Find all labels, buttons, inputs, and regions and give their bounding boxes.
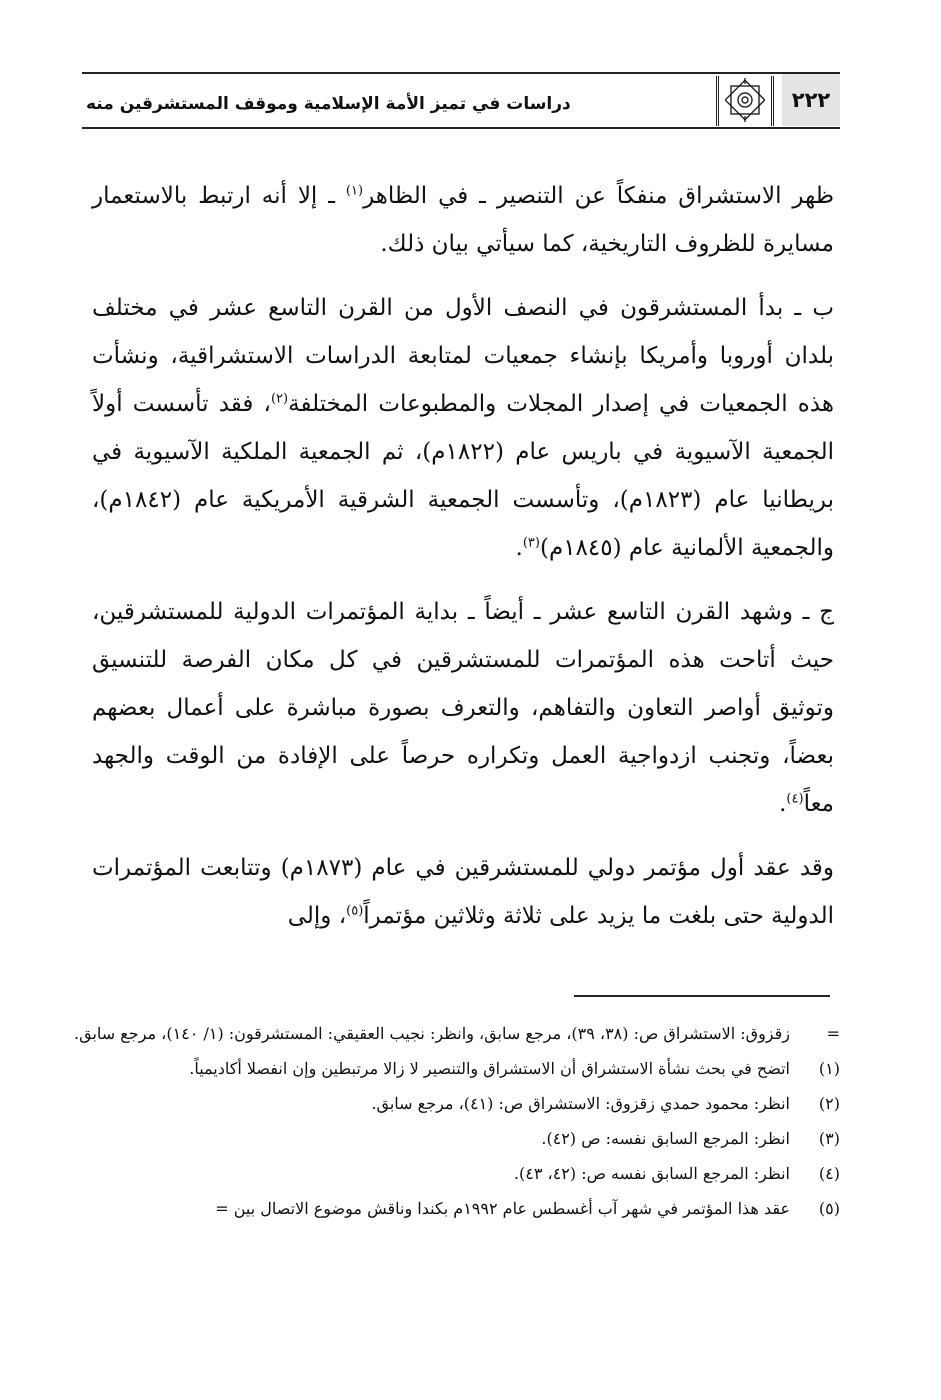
main-text: [92, 172, 834, 956]
ornament-icon: [716, 76, 774, 126]
footnote-continued: [62, 1018, 840, 1049]
paragraph-4: [92, 844, 834, 940]
footnote-mark: (٥): [818, 1199, 840, 1218]
footnote-text: اتضح في بحث نشأة الاستشراق أن الاستشراق والتنصير لا زالا مرتبطين وإن انفصلا أكاديمياً.: [189, 1059, 790, 1078]
page-header: [82, 72, 840, 132]
footnote-5: [62, 1193, 840, 1224]
footnote-ref-2: (٢): [270, 391, 289, 407]
footnote-text: عقد هذا المؤتمر في شهر آب أغسطس عام ١٩٩٢م بكندا وناقش موضوع الاتصال بين =: [215, 1199, 790, 1218]
footnote-text: انظر: المرجع السابق نفسه: ص (٤٢).: [541, 1129, 790, 1148]
paragraph-1-text-cont: ـ إلا أنه ارتبط بالاستعمار مسايرة للظروف التاريخية، كما سيأتي بيان ذلك.: [92, 183, 834, 257]
page-number: ٢٢٢: [782, 74, 840, 126]
paragraph-2-text: ب ـ بدأ المستشرقون في النصف الأول من القرن التاسع عشر في مختلف بلدان أوروبا وأمريكا بإنشاء جمعيات لمتابعة الدراسات الاستشراقية، ونشأت هذه الجمعيات في إصدار المجلات والمطبوعات المختلفة: [92, 295, 834, 417]
footnote-3: [62, 1123, 840, 1154]
footnote-ref-4: (٤): [786, 791, 804, 807]
paragraph-1-text: ظهر الاستشراق منفكاً عن التنصير ـ في الظاهر: [363, 183, 834, 209]
paragraph-1: [92, 172, 834, 268]
footnote-separator: [574, 995, 830, 997]
footnote-mark: (٢): [818, 1094, 840, 1113]
header-top-rule: [82, 72, 840, 74]
header-bottom-rule: [82, 127, 840, 129]
footnote-2: [62, 1088, 840, 1119]
footnote-1: [62, 1053, 840, 1084]
paragraph-4-text-end: ، وإلى: [287, 903, 347, 929]
footnote-4: [62, 1158, 840, 1189]
footnote-ref-5: (٥): [346, 903, 364, 919]
running-title: دراسات في تميز الأمة الإسلامية وموقف المستشرقين منه: [86, 94, 571, 114]
paragraph-4-text: وقد عقد أول مؤتمر دولي للمستشرقين في عام (١٨٧٣م) وتتابعت المؤتمرات الدولية حتى بلغت ما يزيد على ثلاثة وثلاثين مؤتمراً: [92, 855, 835, 929]
footnote-ref-1: (١): [345, 183, 364, 199]
footnote-text: انظر: المرجع السابق نفسه ص: (٤٢، ٤٣).: [513, 1164, 790, 1183]
footnote-text: انظر: محمود حمدي زقزوق: الاستشراق ص: (٤١)، مرجع سابق.: [371, 1094, 790, 1113]
footnote-mark: =: [826, 1024, 840, 1043]
footnote-mark: (٣): [818, 1129, 840, 1148]
footnotes: [62, 1018, 840, 1228]
footnote-mark: (٤): [818, 1164, 840, 1183]
footnote-mark: (١): [818, 1059, 840, 1078]
paragraph-2-text-cont: ، فقد تأسست أولاً الجمعية الآسيوية في باريس عام (١٨٢٢م)، ثم الجمعية الملكية الآسيوية في بريطانيا عام (١٨٢٣م)، وتأسست الجمعية الشرقية الأمريكية عام (١٨٤٢م)، والجمعية الألمانية عام (١٨٤٥م): [92, 391, 834, 561]
paragraph-2-text-end: .: [515, 535, 523, 561]
paragraph-3: [92, 588, 834, 828]
footnote-text: زقزوق: الاستشراق ص: (٣٨، ٣٩)، مرجع سابق، وانظر: نجيب العقيقي: المستشرقون: (١/ ١٤٠)، مرجع سابق.: [74, 1024, 790, 1043]
paragraph-3-text: ج ـ وشهد القرن التاسع عشر ـ أيضاً ـ بداية المؤتمرات الدولية للمستشرقين، حيث أتاحت هذه المؤتمرات للمستشرقين في كل مكان الفرصة للتنسيق وتوثيق أواصر التعاون والتفاهم، والتعرف بصورة مباشرة على أعمال بعضهم بعضاً، وتجنب ازدواجية العمل وتكراره حرصاً على الإفادة من الوقت والجهد معاً: [92, 599, 834, 817]
paragraph-3-text-end: .: [779, 791, 787, 817]
footnote-ref-3: (٣): [522, 535, 540, 551]
paragraph-2: [92, 284, 834, 572]
